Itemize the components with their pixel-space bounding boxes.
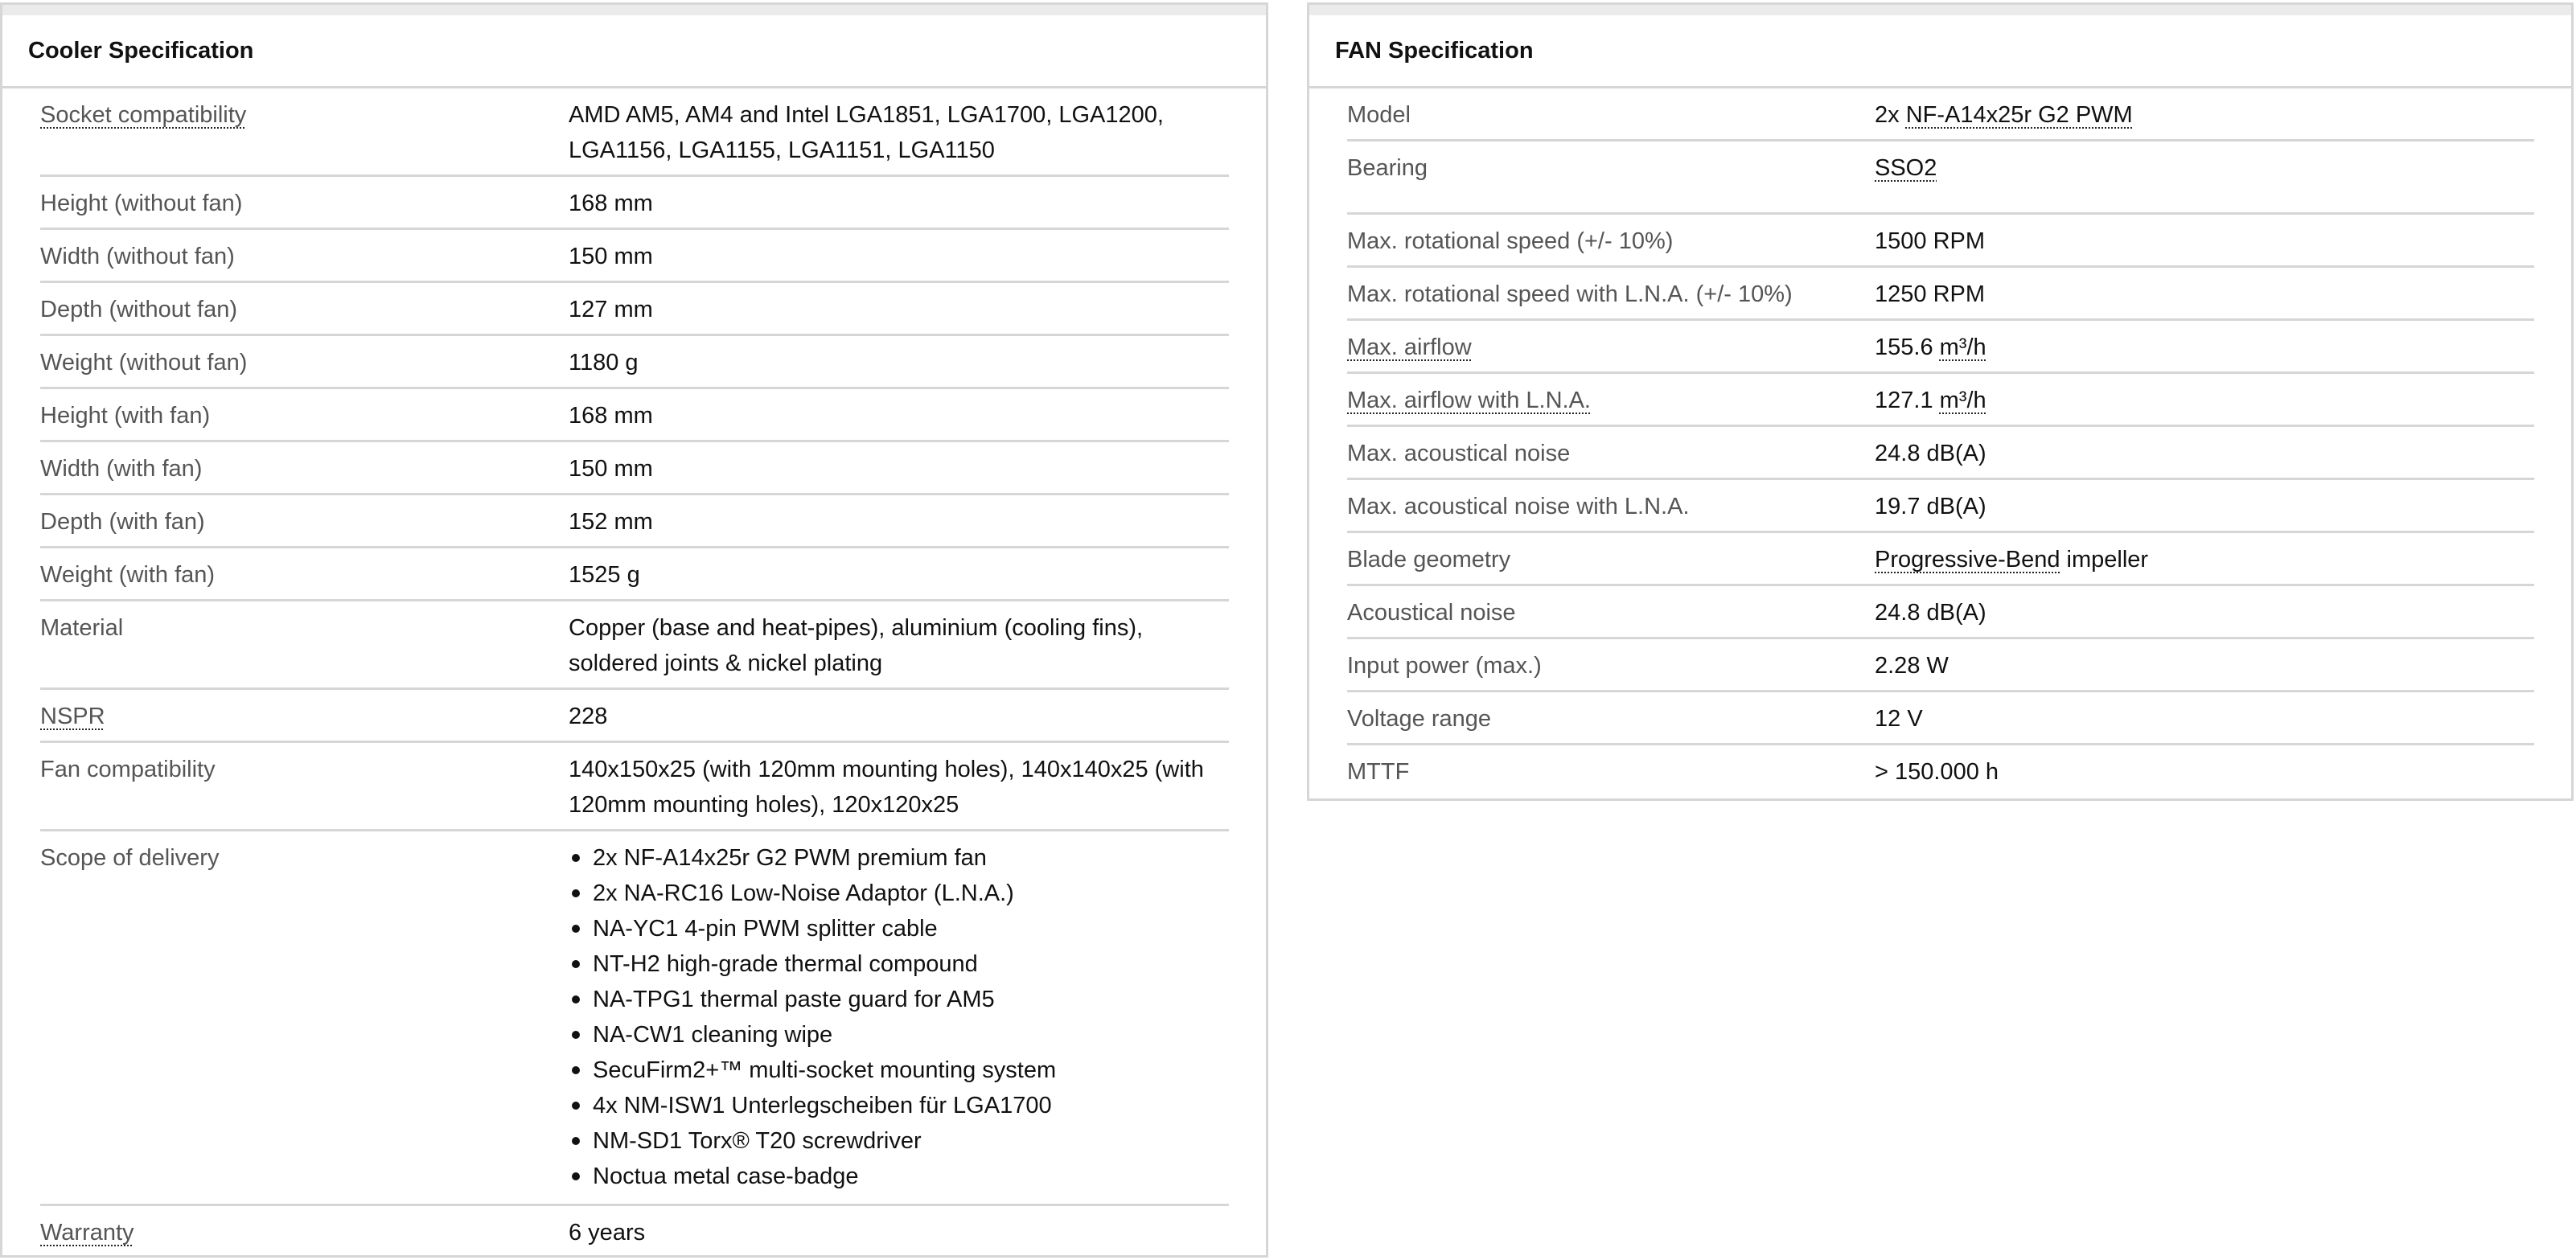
fan-specification-title: FAN Specification [1309, 15, 2571, 88]
spec-label: Scope of delivery [40, 845, 220, 871]
spec-value-suffix: impeller [2060, 547, 2149, 573]
spec-label: Max. acoustical noise [1347, 441, 1571, 466]
fan-specification-panel [1307, 2, 2574, 801]
spec-row-depth-without-fan [40, 283, 1229, 336]
spec-row-fan-compatibility [40, 743, 1229, 831]
spec-row-acoustical-noise [1347, 586, 2534, 639]
spec-value: 150 mm [569, 244, 653, 269]
spec-row-model [1347, 88, 2534, 142]
spec-row-height-without-fan [40, 177, 1229, 230]
spec-row-blade-geometry [1347, 533, 2534, 586]
max-airflow-tooltip-label[interactable]: Max. airflow [1347, 334, 1472, 360]
warranty-tooltip-label[interactable]: Warranty [40, 1220, 134, 1246]
spec-label: Width (with fan) [40, 456, 203, 482]
spec-value-prefix: 2x [1875, 102, 1906, 128]
spec-value: 1250 RPM [1875, 281, 1986, 307]
spec-label: Depth (with fan) [40, 509, 205, 535]
spec-label: Max. rotational speed with L.N.A. (+/- 10%) [1347, 281, 1793, 307]
list-item: NM-SD1 Torx® T20 screwdriver [569, 1123, 1229, 1159]
cooler-spec-table [40, 88, 1229, 1257]
spec-row-bearing [1347, 142, 2534, 215]
spec-value: 168 mm [569, 191, 653, 216]
spec-label: Weight (with fan) [40, 562, 216, 588]
spec-row-mttf [1347, 745, 2534, 796]
spec-value: 168 mm [569, 403, 653, 429]
spec-value: 1180 g [569, 350, 639, 376]
spec-label: Voltage range [1347, 706, 1491, 732]
fan-spec-table [1347, 88, 2534, 796]
spec-value: > 150.000 h [1875, 759, 1999, 785]
spec-label: MTTF [1347, 759, 1410, 785]
spec-row-voltage-range [1347, 692, 2534, 745]
unit-tooltip-link[interactable]: m³/h [1939, 388, 1986, 413]
max-airflow-lna-tooltip-label[interactable]: Max. airflow with L.N.A. [1347, 388, 1591, 413]
bearing-tooltip-link[interactable]: SSO2 [1875, 155, 1937, 181]
spec-row-material [40, 601, 1229, 690]
spec-row-width-with-fan [40, 442, 1229, 495]
spec-label: Acoustical noise [1347, 600, 1516, 626]
spec-row-warranty [40, 1206, 1229, 1257]
spec-row-weight-without-fan [40, 336, 1229, 389]
spec-value: 150 mm [569, 456, 653, 482]
spec-row-max-rotational-speed-lna [1347, 268, 2534, 321]
spec-label: Input power (max.) [1347, 653, 1542, 679]
unit-tooltip-link[interactable]: m³/h [1939, 334, 1986, 360]
spec-label: Model [1347, 102, 1411, 128]
spec-label: Weight (without fan) [40, 350, 248, 376]
spec-label: Bearing [1347, 155, 1428, 181]
nspr-tooltip-label[interactable]: NSPR [40, 704, 105, 729]
spec-row-socket-compatibility [40, 88, 1229, 177]
list-item: Noctua metal case-badge [569, 1159, 1229, 1194]
spec-value: 1500 RPM [1875, 228, 1986, 254]
spec-value: 6 years [569, 1220, 646, 1246]
spec-value: 1525 g [569, 562, 640, 588]
spec-row-height-with-fan [40, 389, 1229, 442]
spec-label: Width (without fan) [40, 244, 235, 269]
spec-value: 140x150x25 (with 120mm mounting holes), 140x140x25 (with 120mm mounting holes), 120x120x25 [569, 757, 1204, 818]
cooler-specification-title: Cooler Specification [2, 15, 1266, 88]
spec-label: Material [40, 615, 124, 641]
spec-label: Height (with fan) [40, 403, 211, 429]
spec-value: Copper (base and heat-pipes), aluminium (cooling fins), soldered joints & nickel plating [569, 615, 1144, 676]
spec-value: 19.7 dB(A) [1875, 494, 1986, 519]
list-item: 4x NM-ISW1 Unterlegscheiben für LGA1700 [569, 1088, 1229, 1123]
spec-row-depth-with-fan [40, 495, 1229, 548]
spec-value-prefix: 155.6 [1875, 334, 1940, 360]
spec-row-weight-with-fan [40, 548, 1229, 601]
panel-top-band [2, 5, 1266, 15]
spec-row-max-acoustical-noise-lna [1347, 480, 2534, 533]
spec-label: Depth (without fan) [40, 297, 238, 322]
spec-value: 24.8 dB(A) [1875, 600, 1986, 626]
cooler-specification-panel [0, 2, 1268, 1258]
spec-value: AMD AM5, AM4 and Intel LGA1851, LGA1700, LGA1200, LGA1156, LGA1155, LGA1151, LGA1150 [569, 102, 1164, 163]
spec-row-max-airflow-lna [1347, 374, 2534, 427]
spec-value: 152 mm [569, 509, 653, 535]
list-item: NA-CW1 cleaning wipe [569, 1017, 1229, 1053]
list-item: NA-TPG1 thermal paste guard for AM5 [569, 982, 1229, 1017]
spec-row-width-without-fan [40, 230, 1229, 283]
spec-value: 2.28 W [1875, 653, 1949, 679]
spec-row-max-rotational-speed [1347, 215, 2534, 268]
list-item: SecuFirm2+™ multi-socket mounting system [569, 1053, 1229, 1088]
spec-label: Height (without fan) [40, 191, 243, 216]
spec-label: Max. acoustical noise with L.N.A. [1347, 494, 1690, 519]
socket-compatibility-tooltip-label[interactable]: Socket compatibility [40, 102, 247, 128]
spec-row-scope-of-delivery [40, 831, 1229, 1206]
scope-of-delivery-list [569, 840, 1229, 1194]
panel-top-band [1309, 5, 2571, 15]
spec-row-max-acoustical-noise [1347, 427, 2534, 480]
spec-value: 24.8 dB(A) [1875, 441, 1986, 466]
list-item: 2x NA-RC16 Low-Noise Adaptor (L.N.A.) [569, 876, 1229, 911]
spec-label: Blade geometry [1347, 547, 1511, 573]
list-item: 2x NF-A14x25r G2 PWM premium fan [569, 840, 1229, 876]
model-tooltip-link[interactable]: NF-A14x25r G2 PWM [1905, 102, 2133, 128]
spec-value: 12 V [1875, 706, 1923, 732]
spec-row-nspr [40, 690, 1229, 743]
spec-value-prefix: 127.1 [1875, 388, 1940, 413]
spec-value: 127 mm [569, 297, 653, 322]
spec-label: Fan compatibility [40, 757, 216, 782]
spec-label: Max. rotational speed (+/- 10%) [1347, 228, 1674, 254]
list-item: NT-H2 high-grade thermal compound [569, 946, 1229, 982]
list-item: NA-YC1 4-pin PWM splitter cable [569, 911, 1229, 946]
spec-row-input-power [1347, 639, 2534, 692]
blade-geometry-tooltip-link[interactable]: Progressive-Bend [1875, 547, 2060, 573]
spec-row-max-airflow [1347, 321, 2534, 374]
spec-value: 228 [569, 704, 608, 729]
